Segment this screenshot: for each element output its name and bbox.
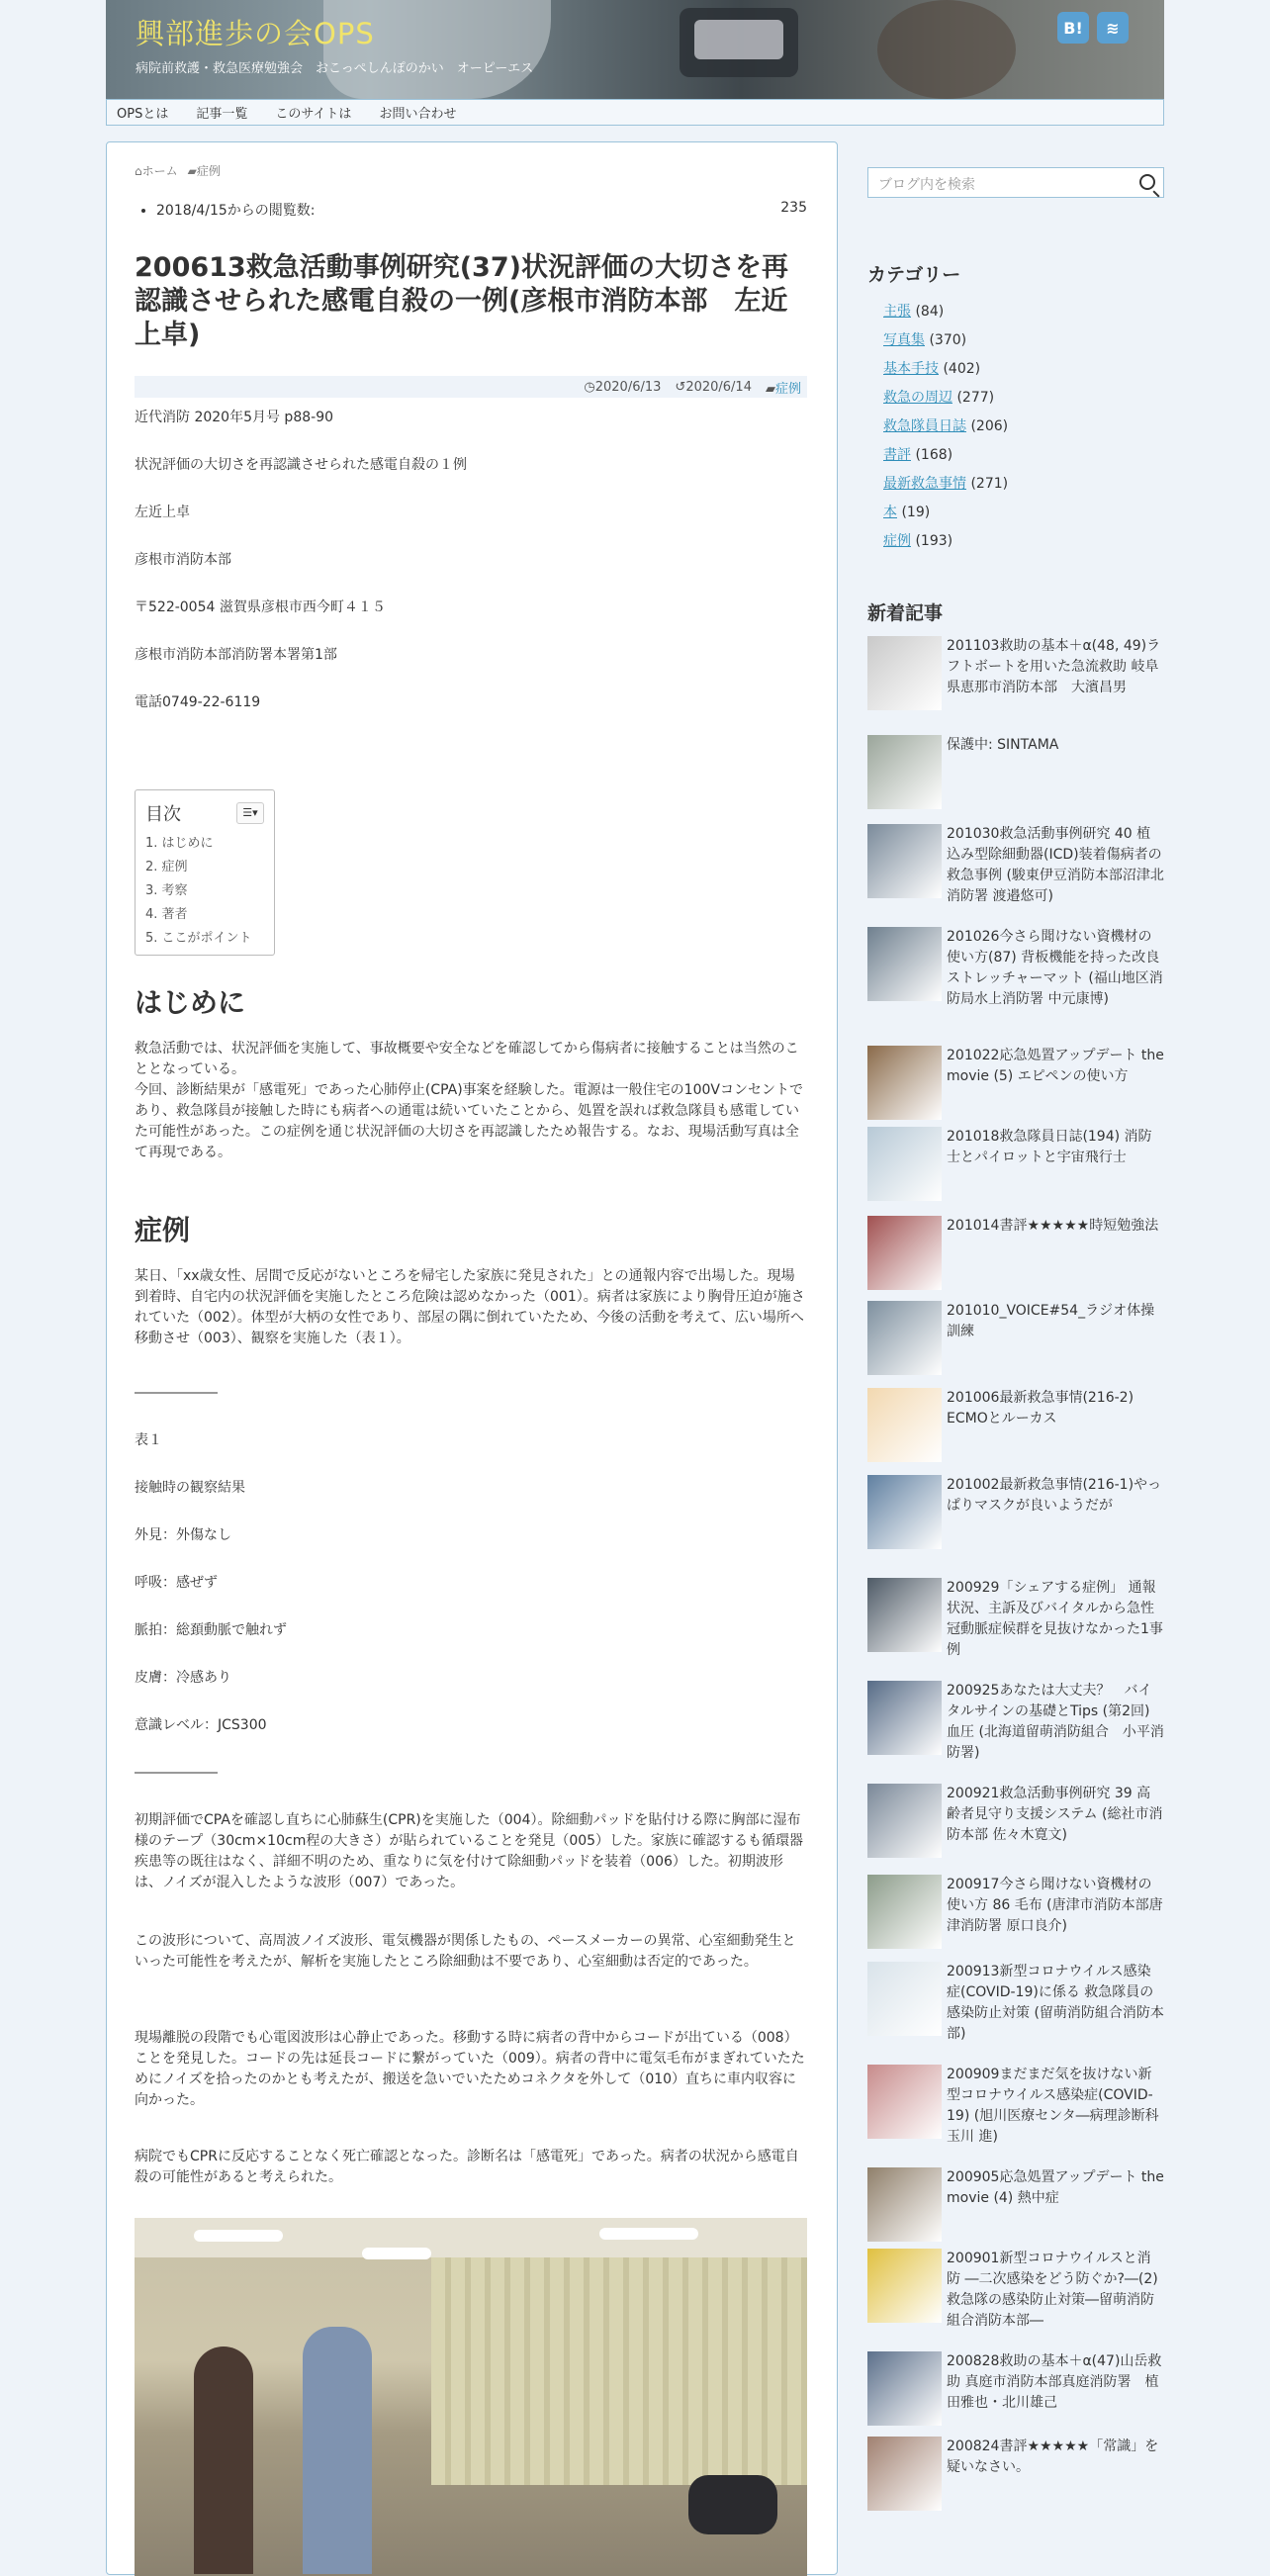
intro-line: 状況評価の大切さを再認識させられた感電自殺の１例: [135, 457, 467, 473]
new-post-title[interactable]: 200824書評★★★★★「常識」を疑いなさい。: [947, 2438, 1159, 2475]
photo-light: [362, 2248, 431, 2259]
new-post-title[interactable]: 200917今さら聞けない資機材の使い方 86 毛布 (唐津市消防本部唐津消防署 原口良介): [947, 1877, 1163, 1934]
photo-light: [599, 2228, 698, 2240]
photo-person: [688, 2475, 777, 2534]
table-line: 脈拍：総頚動脈で触れず: [135, 1622, 287, 1638]
new-post-item[interactable]: [867, 636, 1164, 698]
toc-item[interactable]: 4. 著者: [145, 907, 188, 922]
new-post-title[interactable]: 200828救助の基本＋α(47)山岳救助 真庭市消防本部真庭消防署 植田雅也・北川雄己: [947, 2353, 1162, 2411]
new-post-thumbnail[interactable]: [867, 1784, 942, 1858]
table-line: 呼吸：感ぜず: [135, 1575, 218, 1591]
new-post-thumbnail[interactable]: [867, 2437, 942, 2511]
intro-paragraph: 救急活動では、状況評価を実施して、事故概要や安全などを確認してから傷病者に接触することは当然のこととなっている。 今回、診断結果が「感電死」であった心肺停止(CPA)事案を経験した。電源は一般住宅の100Vコンセントであり、救急隊員が接触した時にも病者への通電は続いていたことから、処置を誤れば救急隊員も感電していた可能性があった。この症例を通じ状況評価の大切さを再認識したため報告する。なお、現場活動写真は全て再現である。: [135, 1041, 803, 1160]
category-link[interactable]: 最新救急事情: [883, 476, 966, 492]
new-post-item[interactable]: [867, 1784, 1164, 1846]
updated-date-value: 2020/6/14: [685, 379, 752, 395]
new-post-thumbnail[interactable]: [867, 1301, 942, 1375]
table-line: 意識レベル：JCS300: [135, 1717, 267, 1733]
case-paragraph: 某日、「xx歳女性、居間で反応がないところを帰宅した家族に発見された」との通報内容で出場した。現場到着時、自宅内の状況評価を実施したところ危険は認めなかった（001）。病者は家族により胸骨圧迫が施されていた（002）。体型が大柄の女性であり、部屋の隅に倒れていたため、今後の活動を考えて、広い場所へ移動させ（003）、観察を実施した（表１）。: [135, 1268, 805, 1346]
toc-item[interactable]: 1. はじめに: [145, 836, 214, 851]
category-item: [883, 326, 1008, 355]
photo-person: [303, 2327, 372, 2574]
global-nav: [106, 99, 1164, 126]
breadcrumb: [135, 162, 221, 179]
toc-heading: 目次: [145, 804, 181, 825]
new-post-item[interactable]: [867, 1388, 1164, 1429]
new-post-title[interactable]: 201014書評★★★★★時短勉強法: [947, 1218, 1159, 1234]
new-posts-heading: 新着記事: [867, 602, 944, 624]
section-heading-case: 症例: [135, 1214, 191, 1246]
category-link-label[interactable]: 症例: [774, 381, 801, 397]
new-post-item[interactable]: [867, 1046, 1164, 1087]
new-post-title[interactable]: 保護中: SINTAMA: [947, 737, 1059, 753]
category-count: (193): [915, 533, 953, 549]
new-post-title[interactable]: 201030救急活動事例研究 40 植込み型除細動器(ICD)装着傷病者の救急事例 (駿東伊豆消防本部沼津北消防署 渡邉悠可): [947, 826, 1164, 904]
header-photo-detail: [694, 20, 783, 59]
nav-item-contact[interactable]: お問い合わせ: [379, 107, 457, 122]
toc-item[interactable]: 2. 症例: [145, 860, 188, 874]
updated-date: [675, 380, 752, 395]
divider: ――――――: [135, 1765, 218, 1781]
site-title[interactable]: 興部進歩の会OPS: [136, 17, 375, 50]
article-title: 200613救急活動事例研究(37)状況評価の大切さを再認識させられた感電自殺の一例(彦根市消防本部 左近上卓): [135, 252, 788, 350]
category-link[interactable]: 書評: [883, 447, 911, 463]
category-item: [883, 441, 1008, 470]
new-post-thumbnail[interactable]: [867, 636, 942, 710]
new-post-item[interactable]: [867, 2249, 1164, 2332]
breadcrumb-home-label: ホーム: [141, 164, 178, 178]
new-post-thumbnail[interactable]: [867, 1475, 942, 1549]
new-post-thumbnail[interactable]: [867, 2167, 942, 2242]
category-count: (206): [970, 418, 1009, 434]
site-description: 病院前救護・救急医療勉強会 おこっぺしんぽのかい オーピーエス: [136, 61, 534, 76]
table-line: 外見：外傷なし: [135, 1527, 231, 1543]
intro-line: 近代消防 2020年5月号 p88-90: [135, 410, 334, 425]
new-post-item[interactable]: [867, 2065, 1164, 2148]
new-post-thumbnail[interactable]: [867, 927, 942, 1001]
category-count: (168): [915, 447, 953, 463]
new-post-title[interactable]: 200921救急活動事例研究 39 高齢者見守り支援システム (総社市消防本部 佐々木寛文): [947, 1786, 1163, 1843]
category-list: [883, 298, 1008, 556]
search-icon[interactable]: [1139, 174, 1155, 190]
new-post-thumbnail[interactable]: [867, 824, 942, 898]
intro-line: 電話0749-22-6119: [135, 694, 261, 710]
view-counter-value: 235: [780, 200, 807, 216]
toc-toggle-icon[interactable]: ☰▾: [236, 802, 264, 824]
photo-curtain: [431, 2257, 807, 2485]
new-post-item[interactable]: [867, 2351, 1164, 2414]
category-count: (277): [956, 390, 995, 406]
rss-icon[interactable]: ≋: [1097, 12, 1129, 44]
new-post-item[interactable]: [867, 1301, 1164, 1342]
new-post-thumbnail[interactable]: [867, 2351, 942, 2426]
intro-line: 〒522-0054 滋賀県彦根市西今町４１５: [135, 599, 386, 615]
category-item: [883, 298, 1008, 326]
category-item: [883, 413, 1008, 441]
new-post-thumbnail[interactable]: [867, 1962, 942, 2036]
new-post-thumbnail[interactable]: [867, 1046, 942, 1120]
new-post-item[interactable]: [867, 735, 1164, 756]
category-link[interactable]: 基本手技: [883, 361, 939, 377]
new-post-title[interactable]: 200925あなたは大丈夫？ バイタルサインの基礎とTips (第2回) 血圧 (北海道留萌消防組合 小平消防署): [947, 1683, 1164, 1761]
new-post-title[interactable]: 200905応急処置アップデート the movie (4) 熱中症: [947, 2169, 1164, 2206]
new-post-item[interactable]: [867, 1681, 1164, 1764]
section-heading-intro: はじめに: [135, 986, 246, 1019]
new-post-title[interactable]: 200901新型コロナウイルスと消防 ―二次感染をどう防ぐか?―(2)救急隊の感染防止対策―留萌消防組合消防本部―: [947, 2251, 1158, 2329]
category-link[interactable]: 本: [883, 505, 897, 520]
category-count: (271): [970, 476, 1009, 492]
body-paragraph: 初期評価でCPAを確認し直ちに心肺蘇生(CPR)を実施した（004）。除細動パッドを貼付ける際に胸部に湿布様のテープ（30cm×10cm程の大きさ）が貼られていることを発見（005）した。家族に確認するも循環器疾患等の既往はなく、詳細不明のため、重なりに気を付けて除細動パッドを装着（006）した。初期波形は、ノイズが混入したような波形（007）であった。: [135, 1812, 804, 1890]
new-post-item[interactable]: [867, 1875, 1164, 1937]
divider: ――――――: [135, 1385, 218, 1401]
view-counter-label: • 2018/4/15からの閲覧数:: [156, 200, 807, 220]
new-post-thumbnail[interactable]: [867, 1681, 942, 1755]
nav-item-site[interactable]: このサイトは: [275, 107, 352, 122]
nav-item-about[interactable]: OPSとは: [117, 107, 169, 122]
new-post-title[interactable]: 201010_VOICE#54_ラジオ体操訓練: [947, 1303, 1155, 1339]
categories-heading: カテゴリー: [867, 264, 961, 286]
table-line: 表１: [135, 1432, 162, 1448]
category-link[interactable]: 救急の周辺: [883, 390, 952, 406]
intro-line: 彦根市消防本部: [135, 552, 231, 568]
new-post-item[interactable]: [867, 824, 1164, 907]
article-meta: [135, 376, 807, 398]
new-post-title[interactable]: 201026今さら聞けない資機材の使い方(87) 背板機能を持った改良ストレッチャーマット (福山地区消防局水上消防署 中元康博): [947, 929, 1163, 1007]
new-post-item[interactable]: [867, 1962, 1164, 2045]
table-of-contents: [135, 789, 275, 956]
new-post-title[interactable]: 200929「シェアする症例」 通報状況、主訴及びバイタルから急性冠動脈症候群を見抜けなかった1事例: [947, 1580, 1163, 1658]
new-post-thumbnail[interactable]: [867, 2249, 942, 2323]
category-link[interactable]: 主張: [883, 304, 911, 320]
category-link[interactable]: 症例: [883, 533, 911, 549]
new-post-title[interactable]: 201022応急処置アップデート the movie (5) エピペンの使い方: [947, 1048, 1164, 1084]
search-input[interactable]: [867, 167, 1164, 198]
new-post-item[interactable]: [867, 1578, 1164, 1661]
new-post-title[interactable]: 201103救助の基本＋α(48, 49)ラフトボートを用いた急流救助 岐阜県恵那市消防本部 大濱昌男: [947, 638, 1161, 695]
site-header: [106, 0, 1164, 99]
body-paragraph: 現場離脱の段階でも心電図波形は心静止であった。移動する時に病者の背中からコードが出ている（008）ことを発見した。コードの先は延長コードに繋がっていた（009）。病者の背中に電気毛布がまぎれていたためにノイズを拾ったのかとも考えたが、搬送を急いでいたためコネクタを外して（010）直ちに車内収容に向かった。: [135, 2030, 805, 2108]
folder-icon: ▰: [187, 164, 197, 178]
toc-item[interactable]: 5. ここがポイント: [145, 931, 252, 946]
category-count: (370): [929, 332, 967, 348]
hatena-bookmark-icon[interactable]: B!: [1057, 12, 1089, 44]
category-link[interactable]: 救急隊員日誌: [883, 418, 966, 434]
intro-line: 左近上卓: [135, 505, 190, 520]
category-item: [883, 384, 1008, 413]
scene-photo: [135, 2218, 807, 2576]
toc-item[interactable]: 3. 考察: [145, 883, 188, 898]
new-post-thumbnail[interactable]: [867, 735, 942, 809]
category-count: (19): [901, 505, 931, 520]
new-post-title[interactable]: 201018救急隊員日誌(194) 消防士とパイロットと宇宙飛行士: [947, 1129, 1152, 1165]
category-count: (402): [943, 361, 981, 377]
published-date-value: 2020/6/13: [594, 379, 662, 395]
header-photo-detail: [877, 0, 1016, 99]
view-counter: [135, 200, 807, 220]
category-count: (84): [915, 304, 945, 320]
body-paragraph: 病院でもCPRに反応することなく死亡確認となった。診断名は「感電死」であった。病者の状況から感電自殺の可能性があると考えられた。: [135, 2149, 799, 2185]
new-post-title[interactable]: 201002最新救急事情(216-1)やっぱりマスクが良いようだが: [947, 1477, 1162, 1514]
main-content: [106, 141, 838, 2575]
folder-icon: ▰: [765, 381, 775, 397]
breadcrumb-home[interactable]: [135, 162, 178, 179]
published-date: [584, 380, 661, 395]
body-paragraph: この波形について、高周波ノイズ波形、電気機器が関係したもの、ペースメーカーの異常、心室細動発生といった可能性を考えたが、解析を実施したところ除細動は不要であり、心室細動は否定的であった。: [135, 1933, 796, 1970]
new-post-item[interactable]: [867, 2167, 1164, 2209]
new-post-title[interactable]: 201006最新救急事情(216-2) ECMOとルーカス: [947, 1390, 1134, 1426]
clock-icon: ◷: [584, 379, 595, 395]
category-link[interactable]: [766, 378, 801, 397]
new-post-item[interactable]: [867, 1216, 1164, 1237]
new-post-thumbnail[interactable]: [867, 1578, 942, 1652]
category-item: [883, 355, 1008, 384]
intro-line: 彦根市消防本部消防署本署第1部: [135, 647, 337, 663]
new-post-item[interactable]: [867, 1127, 1164, 1168]
home-icon: ⌂: [135, 164, 142, 178]
new-post-thumbnail[interactable]: [867, 1875, 942, 1949]
breadcrumb-category[interactable]: [188, 162, 221, 179]
new-post-item[interactable]: [867, 927, 1164, 1010]
new-post-thumbnail[interactable]: [867, 1216, 942, 1290]
new-post-thumbnail[interactable]: [867, 2065, 942, 2139]
article-intro: [135, 408, 807, 740]
photo-light: [194, 2230, 283, 2242]
new-post-thumbnail[interactable]: [867, 1388, 942, 1462]
new-post-item[interactable]: [867, 2437, 1164, 2478]
category-item: [883, 499, 1008, 527]
new-post-title[interactable]: 200909まだまだ気を抜けない新型コロナウイルス感染症(COVID-19) (旭川医療センタ―病理診断科 玉川 進): [947, 2067, 1159, 2145]
nav-item-articles[interactable]: 記事一覧: [196, 107, 248, 122]
new-post-title[interactable]: 200913新型コロナウイルス感染症(COVID-19)に係る 救急隊員の感染防止対策 (留萌消防組合消防本部): [947, 1964, 1164, 2042]
category-link[interactable]: 写真集: [883, 332, 925, 348]
search-placeholder: ブログ内を検索: [878, 177, 975, 193]
category-item: [883, 527, 1008, 556]
breadcrumb-category-label: 症例: [196, 164, 221, 178]
history-icon: ↺: [675, 379, 686, 395]
category-item: [883, 470, 1008, 499]
new-post-thumbnail[interactable]: [867, 1127, 942, 1201]
table-line: 皮膚：冷感あり: [135, 1670, 231, 1686]
new-post-item[interactable]: [867, 1475, 1164, 1517]
table-line: 接触時の観察結果: [135, 1480, 245, 1496]
